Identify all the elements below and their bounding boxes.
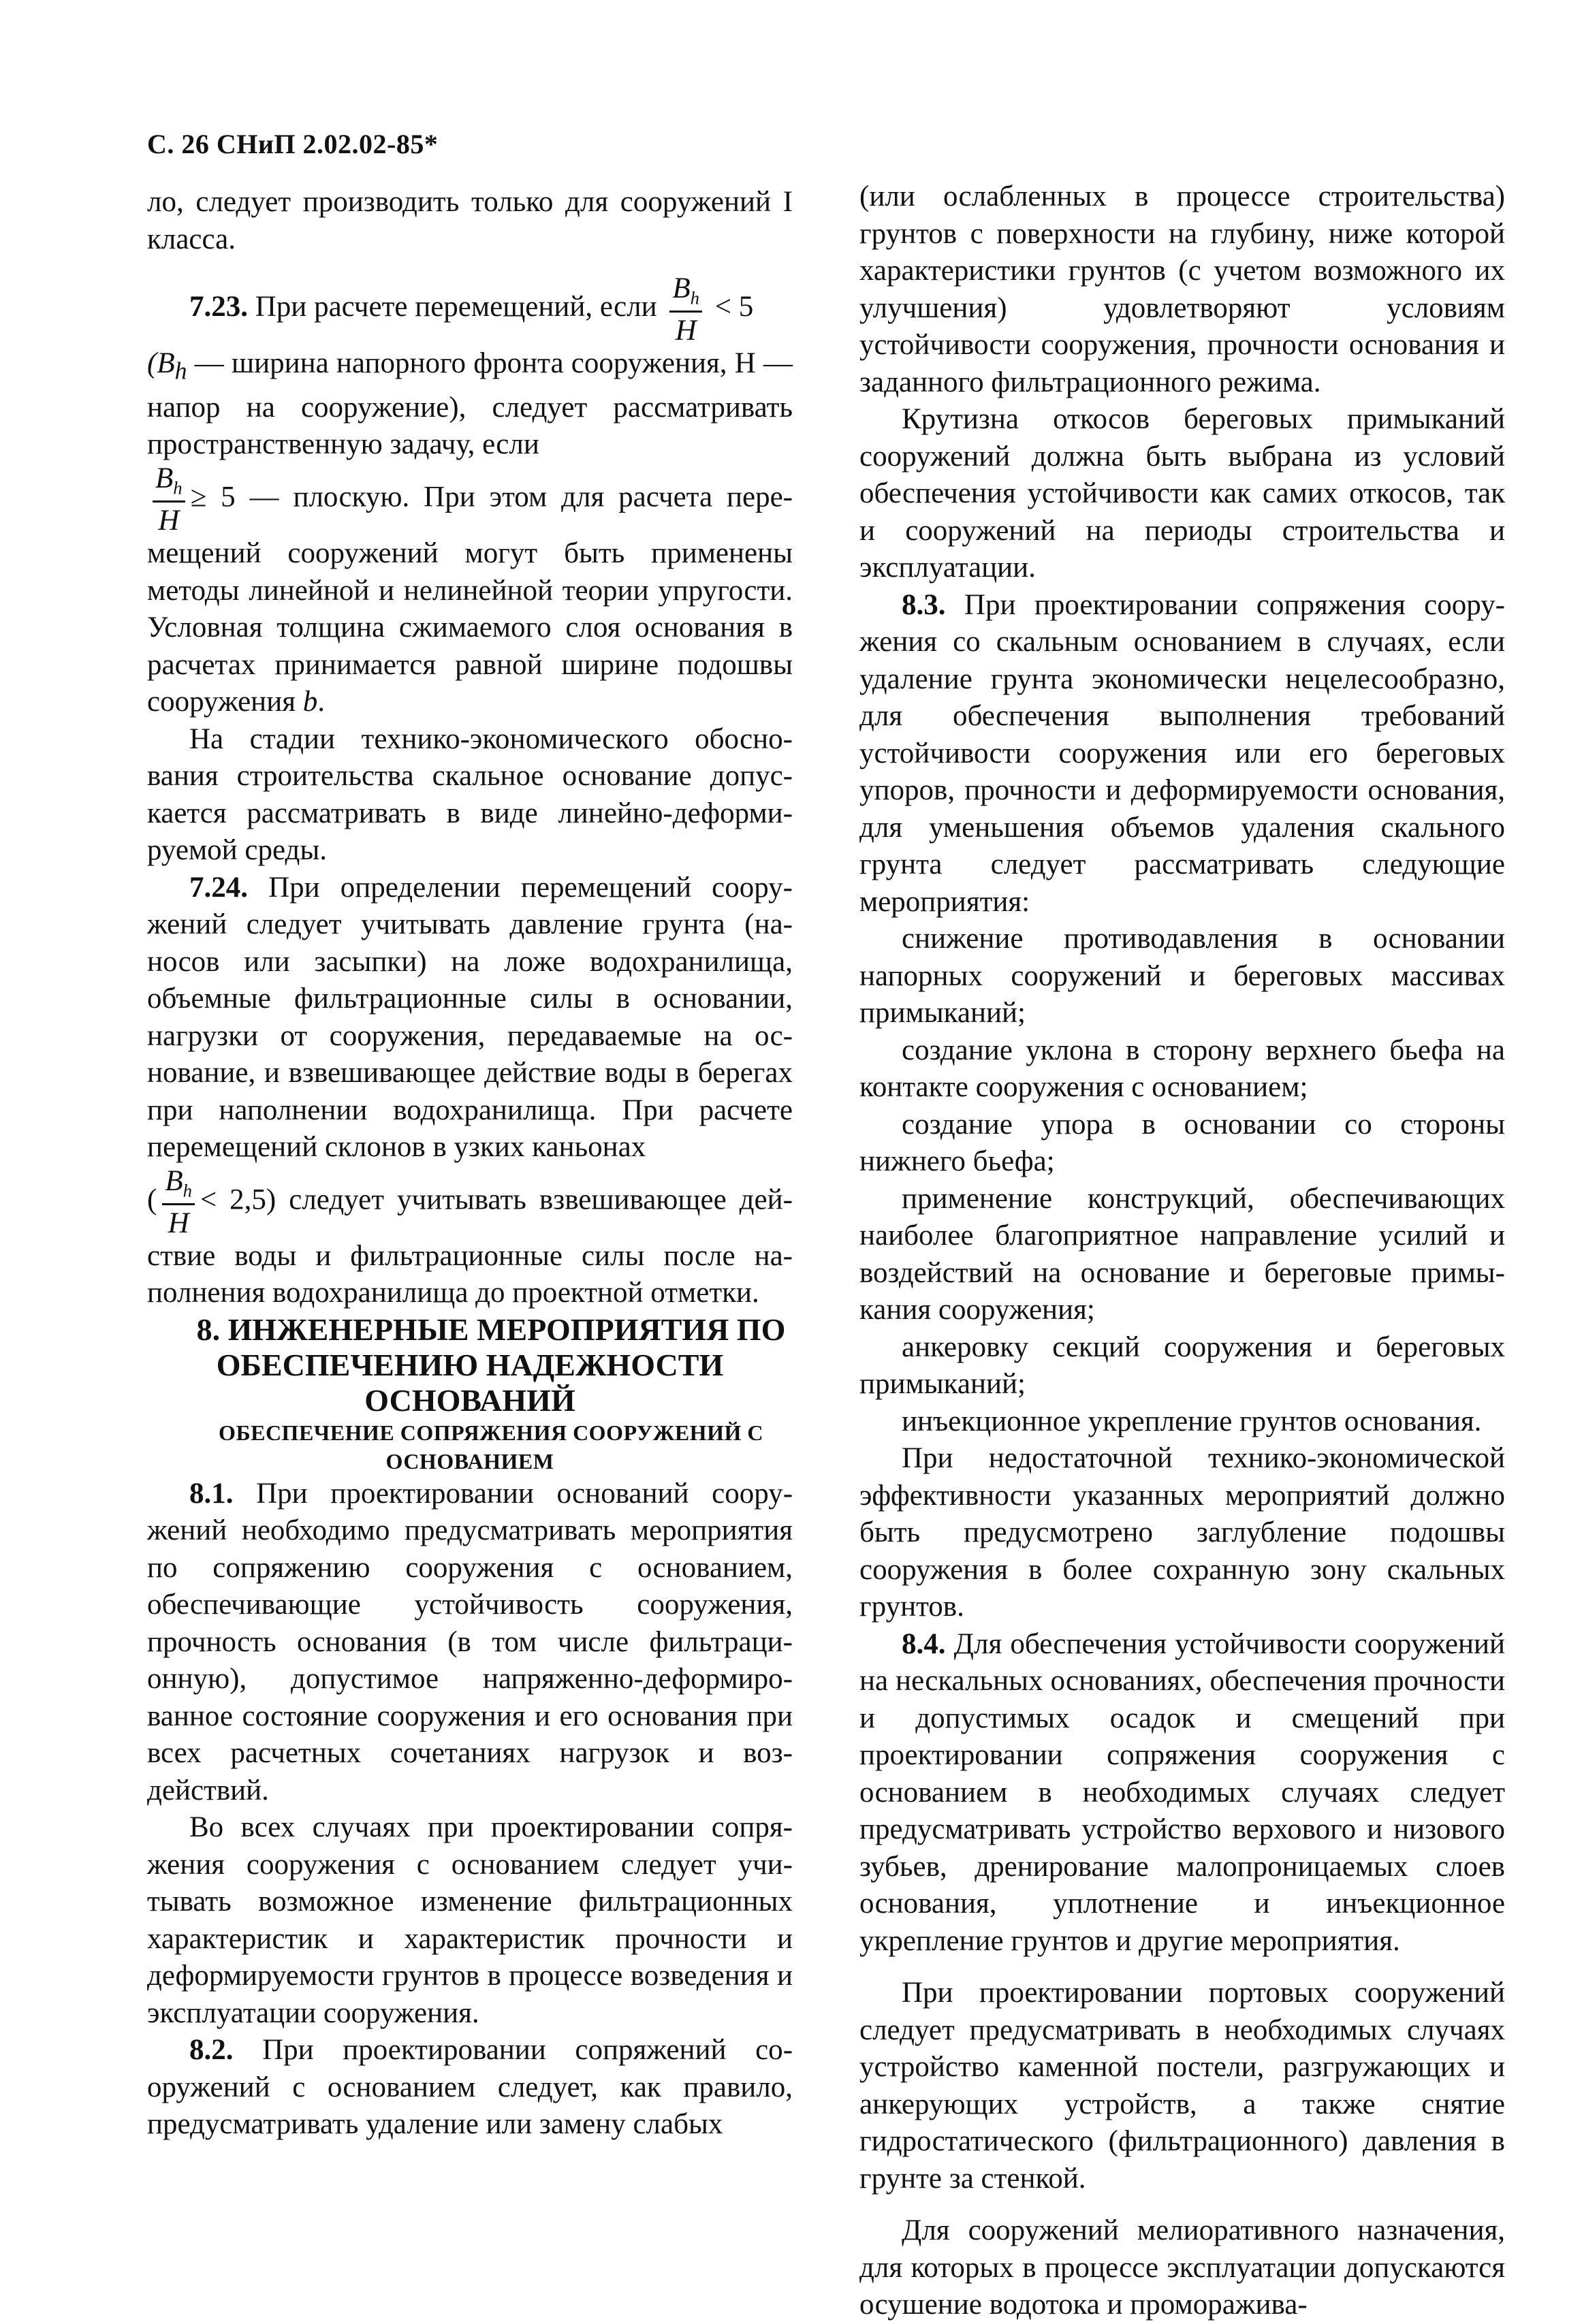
paragraph-continuation: ло, следует производить только для сооружений I класса.: [147, 186, 793, 255]
fraction-subscript: h: [173, 477, 183, 498]
paragraph-feasibility: На стадии технико-экономического обоснования строительства скальное основание допускается рассматривать в виде линейно-деформируемой среды.: [147, 722, 793, 867]
paragraph-text: При проектировании сопряжений сооружений с основанием следует, как правило, предусматривать удаление или замену слабых: [147, 2034, 793, 2141]
fraction-bh-over-h: [153, 464, 185, 535]
paragraph-text: При проектировании сопряжения сооружения со скальным основанием в случаях, если удаление грунта экономически нецелесообразно, для обеспечения выполнения требований устойчивости сооружения или его береговых упоров, прочности и деформируемости основания, для уменьшения объемов удаления скального грунта следует рассматривать следующие мероприятия:: [859, 588, 1505, 918]
paragraph-8-2-cont: (или ослабленных в процессе строительства) грунтов с поверхности на глубину, ниже которой характеристики грунтов (с учетом возможного их улучшения) удовлетворяют условиям устойчивости сооружения, прочности основания и заданного фильтрационного режима.: [859, 180, 1505, 398]
paragraph-7-24-cont: [147, 1166, 793, 1312]
paragraph-text: При расчете перемещений, если: [255, 291, 657, 323]
open-paren: (: [147, 1183, 157, 1216]
paragraph-number: 8.3.: [902, 588, 946, 621]
list-item: анкеровку секций сооружения и береговых примыканий;: [859, 1331, 1505, 1400]
paragraph-text: ≥ 5 — плоскую. При этом для расчета перемещений сооружений могут быть применены методы линейной и нелинейной теории упругости. Условная толщина сжимаемого слоя основания в расчетах принимается равной ширине подошвы сооружения: [147, 481, 793, 718]
fraction-subscript: h: [183, 1180, 192, 1201]
left-column: [147, 184, 793, 2144]
paragraph-8-2: [147, 2032, 793, 2144]
paragraph-7-23-plane: [147, 464, 793, 721]
paragraph-7-24: [147, 870, 793, 1166]
paragraph-7-23-definitions: [147, 345, 793, 464]
paragraph-text: Для обеспечения устойчивости сооружений на нескальных основаниях, обеспечения прочности и допустимых осадок и смещений при проектировании сопряжения сооружения с основанием в необходимых случаях следует предусматривать устройство верхового и низового зубьев, дренирование малопроницаемых слоев основания, уплотнение и инъекционное укрепление грунтов и другие мероприятия.: [859, 1627, 1505, 1957]
fraction-denominator: H: [168, 1207, 189, 1239]
variable-b: (B: [147, 347, 175, 379]
paragraph-number: 7.23.: [189, 291, 248, 323]
period: .: [317, 686, 325, 718]
paragraph-text: При определении перемещений сооружений следует учитывать давление грунта (наносов или засыпки) на ложе водохранилища, объемные фильтрационные силы в основании, нагрузки от сооружения, передаваемые на основание, и взвешивающее действие воды в берегах при наполнении водохранилища. При расчете перемещений склонов в узких каньонах: [147, 871, 793, 1164]
list-item: применение конструкций, обеспечивающих наиболее благоприятное направление усилий и воздействий на основание и береговые примыкания сооружения;: [859, 1182, 1505, 1326]
paragraph-text: — ширина напорного фронта сооружения, H — напор на сооружение), следует рассматривать пространственную задачу, если: [147, 347, 793, 461]
paragraph-melioration: Для сооружений мелиоративного назначения, для которых в процессе эксплуатации допускаются осушение водотока и проморажива-: [859, 2214, 1505, 2321]
list-item: снижение противодавления в основании напорных сооружений и береговых массивах примыканий;: [859, 923, 1505, 1029]
fraction-denominator: H: [675, 314, 697, 347]
fraction-denominator: H: [158, 505, 180, 537]
list-item: создание упора в основании со стороны нижнего бьефа;: [859, 1108, 1505, 1177]
paragraph-text: При проектировании оснований сооружений необходимо предусматривать мероприятия по сопряжению сооружения с основанием, обеспечивающие устойчивость сооружения, прочность основания (в том числе фильтрационную), допустимое напряженно-деформированное состояние сооружения и его основания при всех расчетных сочетаниях нагрузок и воздействий.: [147, 1477, 793, 1806]
paragraph-number: 7.24.: [189, 871, 248, 904]
paragraph-text: < 2,5) следует учитывать взвешивающее действие воды и фильтрационные силы после наполнения водохранилища до проектной отметки.: [147, 1183, 793, 1309]
section-title: ОБЕСПЕЧЕНИЕ СОПРЯЖЕНИЯ СООРУЖЕНИЙ С ОСНОВАНИЕМ: [219, 1420, 763, 1474]
paragraph-slopes: Крутизна откосов береговых примыканий сооружений должна быть выбрана из условий обеспечения устойчивости как самих откосов, так и сооружений на периоды строительства и эксплуатации.: [859, 403, 1505, 584]
fraction-bh-over-h: [162, 1166, 195, 1238]
paragraph-port: При проектировании портовых сооружений следует предусматривать в необходимых случаях устройство каменной постели, разгружающих и анкерующих устройств, а также снятие гидростатического (фильтрационного) давления в грунте за стенкой.: [859, 1977, 1505, 2195]
paragraph-8-1: [147, 1476, 793, 1810]
fraction-numerator: B: [672, 272, 691, 304]
page-header: С. 26 СНиП 2.02.02-85*: [147, 129, 439, 159]
paragraph-insufficient: При недостаточной технико-экономической эффективности указанных мероприятий должно быть предусмотрено заглубление подошвы сооружения в более сохранную зону скальных грунтов.: [859, 1442, 1505, 1623]
paragraph-number: 8.1.: [189, 1477, 234, 1510]
fraction-subscript: h: [690, 287, 699, 308]
paragraph-8-4: [859, 1626, 1505, 1960]
inequality-text: < 5: [714, 291, 754, 323]
paragraph-number: 8.2.: [189, 2034, 234, 2067]
list-item: создание уклона в сторону верхнего бьефа на контакте сооружения с основанием;: [859, 1034, 1505, 1103]
paragraph-number: 8.4.: [902, 1627, 946, 1660]
variable-b-width: b: [302, 686, 318, 718]
right-column: [859, 178, 1505, 2324]
paragraph-7-23: [147, 273, 793, 345]
fraction-bh-over-h: [669, 274, 702, 345]
chapter-title: 8. ИНЖЕНЕРНЫЕ МЕРОПРИЯТИЯ ПО ОБЕСПЕЧЕНИЮ НАДЕЖНОСТИ ОСНОВАНИЙ: [196, 1311, 786, 1418]
paragraph-all-cases: Во всех случаях при проектировании сопряжения сооружения с основанием следует учитывать возможное изменение фильтрационных характеристик и характеристик прочности и деформируемости грунтов в процессе возведения и эксплуатации сооружения.: [147, 1811, 793, 2029]
fraction-numerator: B: [155, 462, 174, 494]
fraction-numerator: B: [165, 1164, 183, 1197]
list-item: инъекционное укрепление грунтов основания.: [902, 1405, 1482, 1437]
variable-subscript: h: [174, 357, 187, 385]
paragraph-8-3: [859, 587, 1505, 921]
